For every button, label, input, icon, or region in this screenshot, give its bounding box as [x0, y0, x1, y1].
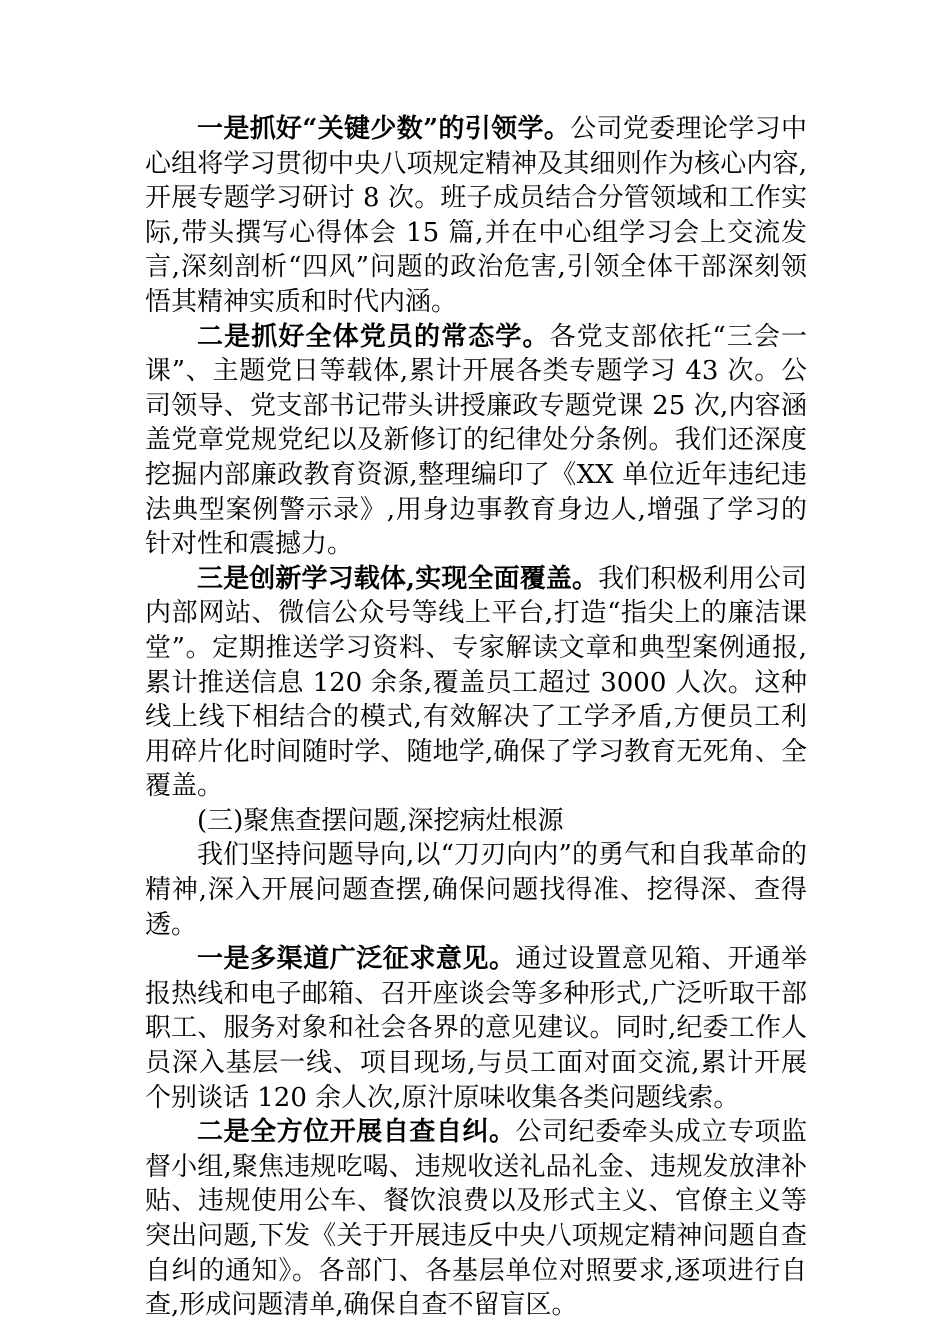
paragraph-problem-orientation	[145, 838, 807, 942]
paragraph-text: 通过设置意见箱、开通举报热线和电子邮箱、召开座谈会等多种形式,广泛听取干部职工、服务对象和社会各界的意见建议。同时,纪委工作人员深入基层一线、项目现场,与员工面对面交流,累计开展个别谈话 120 余人次,原汁原味收集各类问题线索。	[145, 944, 807, 1113]
paragraph-text: 公司纪委牵头成立专项监督小组,聚焦违规吃喝、违规收送礼品礼金、违规发放津补贴、违规使用公车、餐饮浪费以及形式主义、官僚主义等突出问题,下发《关于开展违反中央八项规定精神问题自查自纠的通知》。各部门、各基层单位对照要求,逐项进行自查,形成问题清单,确保自查不留盲区。	[145, 1117, 807, 1321]
paragraph-leadership-study	[145, 112, 807, 320]
paragraph-lead: 二是抓好全体党员的常态学。	[197, 321, 550, 352]
paragraph-text: 公司党委理论学习中心组将学习贯彻中央八项规定精神及其细则作为核心内容,开展专题学习研讨 8 次。班子成员结合分管领域和工作实际,带头撰写心得体会 15 篇,并在中心组学习会上交流发言,深刻剖析“四风”问题的政治危害,引领全体干部深刻领悟其精神实质和时代内涵。	[145, 114, 807, 317]
document-page	[145, 112, 807, 1323]
paragraph-text: 我们积极利用公司内部网站、微信公众号等线上平台,打造“指尖上的廉洁课堂”。定期推送学习资料、专家解读文章和典型案例通报,累计推送信息 120 余条,覆盖员工超过 3000 人次。这种线上线下相结合的模式,有效解决了工学矛盾,方便员工利用碎片化时间随时学、随地学,确保了学习教育无死角、全覆盖。	[145, 563, 807, 802]
paragraph-text: 各党支部依托“三会一课”、主题党日等载体,累计开展各类专题学习 43 次。公司领导、党支部书记带头讲授廉政专题党课 25 次,内容涵盖党章党规党纪以及新修订的纪律处分条例。我们还深度挖掘内部廉政教育资源,整理编印了《XX 单位近年违纪违法典型案例警示录》,用身边事教育身边人,增强了学习的针对性和震撼力。	[145, 321, 807, 560]
paragraph-self-inspection	[145, 1115, 807, 1323]
paragraph-member-study	[145, 320, 807, 562]
section-heading	[145, 804, 807, 839]
paragraph-lead: 一是抓好“关键少数”的引领学。	[197, 114, 571, 144]
paragraph-lead: 二是全方位开展自查自纠。	[197, 1117, 516, 1148]
paragraph-multi-channel-opinions	[145, 942, 807, 1115]
paragraph-lead: 一是多渠道广泛征求意见。	[197, 944, 516, 975]
paragraph-lead: 三是创新学习载体,实现全面覆盖。	[197, 563, 599, 594]
paragraph-innovative-carrier	[145, 562, 807, 804]
paragraph-text: 我们坚持问题导向,以“刀刃向内”的勇气和自我革命的精神,深入开展问题查摆,确保问题找得准、挖得深、查得透。	[145, 840, 807, 940]
section-heading-text: (三)聚焦查摆问题,深挖病灶根源	[197, 805, 564, 836]
